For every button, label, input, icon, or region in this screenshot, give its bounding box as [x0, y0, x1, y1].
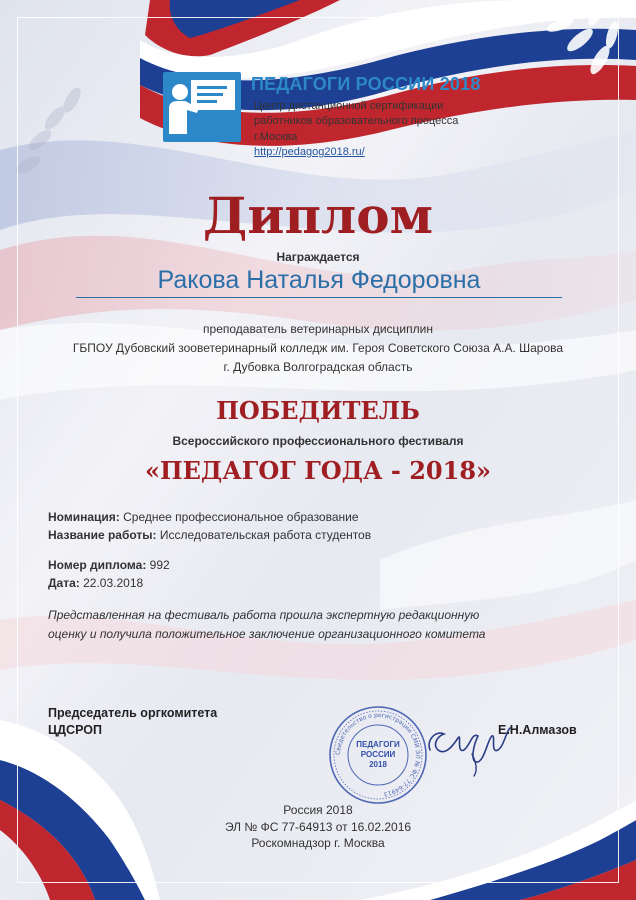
official-stamp: [328, 705, 428, 805]
date-value: 22.03.2018: [83, 576, 144, 590]
footer-line: Роскомнадзор г. Москва: [251, 836, 385, 850]
work-label: Название работы:: [48, 528, 157, 542]
stamp-ring-text: Свидетельство о регистрации СМИ ЭЛ № ФС 77-64913: [334, 711, 422, 798]
chair-organization: ЦДСРОП: [48, 723, 102, 737]
nomination-value: Среднее профессиональное образование: [123, 510, 359, 524]
organization-line: г.Москва: [254, 131, 298, 143]
teacher-at-board-icon: [163, 72, 241, 142]
diploma-title: Диплом: [202, 186, 434, 245]
stamp-text: ПЕДАГОГИ: [356, 740, 400, 749]
footer-line: Россия 2018: [283, 803, 353, 817]
organization-line: Центр дистанционной сертификации: [254, 100, 444, 112]
note-line: Представленная на фестиваль работа прошла экспертную редакционную: [48, 608, 480, 622]
date-label: Дата:: [48, 576, 80, 590]
diploma-number-label: Номер диплома:: [48, 558, 147, 572]
chair-title: Председатель оргкомитета: [48, 706, 218, 720]
awarded-label: Награждается: [276, 250, 360, 264]
festival-label: Всероссийского профессионального фестиваля: [172, 434, 464, 448]
position-line: ГБПОУ Дубовский зооветеринарный колледж им. Героя Советского Союза А.А. Шарова: [72, 341, 564, 355]
footer-line: ЭЛ № ФС 77-64913 от 16.02.2016: [224, 820, 412, 834]
note-line: оценку и получила положительное заключение организационного комитета: [48, 627, 486, 641]
position-line: г. Дубовка Волгоградская область: [223, 360, 413, 374]
work-value: Исследовательская работа студентов: [159, 528, 372, 542]
stamp-text: 2018: [369, 760, 387, 769]
organization-url-link[interactable]: http://pedagog2018.ru/: [254, 146, 365, 158]
handwritten-signature: [418, 710, 518, 780]
diploma-number-value: 992: [149, 558, 170, 572]
organization-line: работников образовательного процесса: [254, 115, 459, 127]
signer-name: Е.Н.Алмазов: [498, 723, 577, 737]
organization-name: ПЕДАГОГИ РОССИИ 2018: [251, 74, 481, 94]
award-title: ПОБЕДИТЕЛЬ: [216, 396, 420, 425]
contest-name: «ПЕДАГОГ ГОДА - 2018»: [144, 456, 492, 485]
position-line: преподаватель ветеринарных дисциплин: [203, 322, 433, 336]
work-row: [48, 528, 371, 542]
date-row: [48, 576, 143, 590]
stamp-text: РОССИИ: [360, 750, 396, 759]
diploma-number-row: [48, 558, 170, 572]
recipient-name: Ракова Наталья Федоровна: [76, 266, 562, 298]
nomination-label: Номинация:: [48, 510, 120, 524]
nomination-row: [48, 510, 359, 524]
